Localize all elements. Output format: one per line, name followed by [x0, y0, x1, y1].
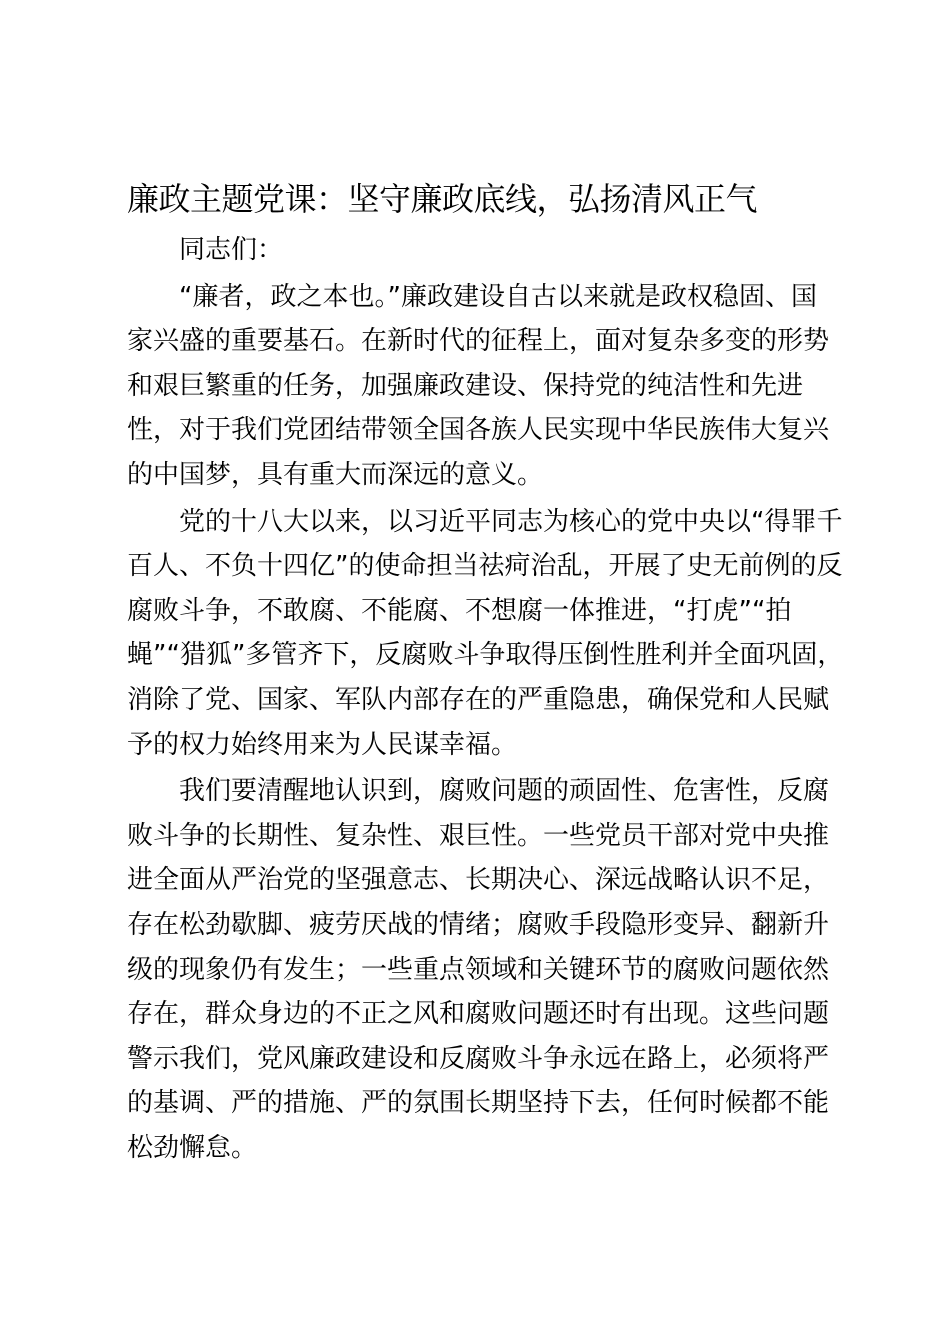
paragraph-line: 性，对于我们党团结带领全国各族人民实现中华民族伟大复兴 [127, 415, 830, 446]
paragraph-line: 存在，群众身边的不正之风和腐败问题还时有出现。这些问题 [127, 999, 830, 1030]
paragraph-line: 腐败斗争，不敢腐、不能腐、不想腐一体推进，“打虎”“拍 [127, 595, 792, 626]
paragraph-line: 和艰巨繁重的任务，加强廉政建设、保持党的纯洁性和先进 [127, 370, 804, 401]
salutation: 同志们： [179, 235, 284, 265]
paragraph-line: 的中国梦，具有重大而深远的意义。 [127, 459, 544, 490]
document-body [127, 170, 844, 1172]
paragraph-line: 百人、不负十四亿”的使命担当祛疴治乱，开展了史无前例的反 [127, 551, 843, 582]
paragraph-line: 蝇”“猎狐”多管齐下，反腐败斗争取得压倒性胜利并全面巩固， [127, 640, 844, 671]
paragraph-line: 进全面从严治党的坚强意志、长期决心、深远战略认识不足， [127, 865, 830, 896]
paragraph-line: “廉者，政之本也。”廉政建设自古以来就是政权稳固、国 [179, 281, 817, 312]
document-title: 廉政主题党课：坚守廉政底线，弘扬清风正气 [127, 180, 758, 218]
paragraph-line: 消除了党、国家、军队内部存在的严重隐患，确保党和人民赋 [127, 684, 830, 715]
paragraph-1 [127, 275, 830, 498]
paragraph-line: 警示我们，党风廉政建设和反腐败斗争永远在路上，必须将严 [127, 1043, 830, 1074]
paragraph-line: 予的权力始终用来为人民谋幸福。 [127, 729, 518, 760]
paragraph-3 [127, 769, 830, 1170]
paragraph-2 [127, 500, 844, 768]
paragraph-line: 级的现象仍有发生；一些重点领域和关键环节的腐败问题依然 [127, 954, 830, 985]
paragraph-line: 家兴盛的重要基石。在新时代的征程上，面对复杂多变的形势 [127, 326, 830, 357]
paragraph-line: 存在松劲歇脚、疲劳厌战的情绪；腐败手段隐形变异、翻新升 [127, 909, 830, 940]
paragraph-line: 松劲懈怠。 [127, 1132, 258, 1163]
paragraph-line: 我们要清醒地认识到，腐败问题的顽固性、危害性，反腐 [179, 776, 830, 807]
paragraph-line: 党的十八大以来，以习近平同志为核心的党中央以“得罪千 [179, 506, 843, 537]
paragraph-line: 败斗争的长期性、复杂性、艰巨性。一些党员干部对党中央推 [127, 820, 830, 851]
paragraph-line: 的基调、严的措施、严的氛围长期坚持下去，任何时候都不能 [127, 1088, 830, 1119]
